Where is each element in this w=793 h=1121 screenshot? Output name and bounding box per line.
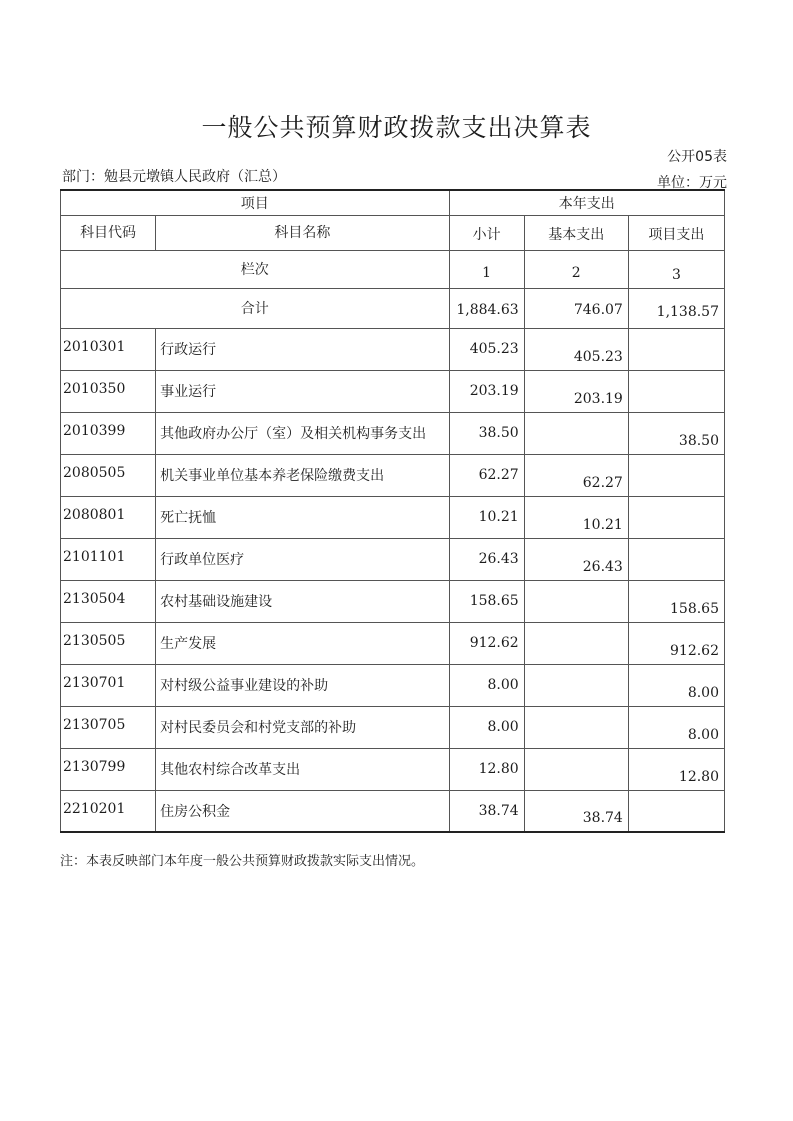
name-cell: 生产发展 xyxy=(156,622,449,664)
name-cell: 死亡抚恤 xyxy=(156,496,449,538)
table-row xyxy=(61,706,725,748)
column-index-2: 2 xyxy=(524,250,628,288)
code-cell: 2210201 xyxy=(61,790,156,832)
subtotal-cell: 10.21 xyxy=(449,496,524,538)
form-code: 公开05表 xyxy=(667,149,727,165)
basic-cell: 38.74 xyxy=(524,790,628,832)
header-subtotal: 小计 xyxy=(449,215,524,250)
code-cell: 2130505 xyxy=(61,622,156,664)
expenditure-table xyxy=(60,189,725,833)
subtotal-cell: 12.80 xyxy=(449,748,524,790)
code-cell: 2010399 xyxy=(61,412,156,454)
basic-cell: 26.43 xyxy=(524,538,628,580)
project-cell xyxy=(628,328,724,370)
name-cell: 其他政府办公厅（室）及相关机构事务支出 xyxy=(156,412,449,454)
subtotal-cell: 912.62 xyxy=(449,622,524,664)
basic-cell: 10.21 xyxy=(524,496,628,538)
basic-cell: 62.27 xyxy=(524,454,628,496)
subtotal-cell: 8.00 xyxy=(449,664,524,706)
table-row xyxy=(61,748,725,790)
project-cell xyxy=(628,790,724,832)
column-index-row xyxy=(61,250,725,288)
basic-cell: 405.23 xyxy=(524,328,628,370)
code-cell: 2130504 xyxy=(61,580,156,622)
header-basic: 基本支出 xyxy=(524,215,628,250)
table-row xyxy=(61,664,725,706)
table-row xyxy=(61,412,725,454)
project-cell xyxy=(628,370,724,412)
name-cell: 行政单位医疗 xyxy=(156,538,449,580)
name-cell: 对村民委员会和村党支部的补助 xyxy=(156,706,449,748)
basic-cell xyxy=(524,412,628,454)
project-cell xyxy=(628,454,724,496)
subtotal-cell: 203.19 xyxy=(449,370,524,412)
code-cell: 2080801 xyxy=(61,496,156,538)
header-project: 项目 xyxy=(61,190,450,215)
header-current-year: 本年支出 xyxy=(449,190,724,215)
subtotal-cell: 8.00 xyxy=(449,706,524,748)
project-cell: 12.80 xyxy=(628,748,724,790)
basic-cell xyxy=(524,664,628,706)
column-index-3: 3 xyxy=(628,250,724,288)
table-row xyxy=(61,580,725,622)
project-cell: 912.62 xyxy=(628,622,724,664)
name-cell: 机关事业单位基本养老保险缴费支出 xyxy=(156,454,449,496)
name-cell: 农村基础设施建设 xyxy=(156,580,449,622)
total-project: 1,138.57 xyxy=(628,288,724,328)
name-cell: 对村级公益事业建设的补助 xyxy=(156,664,449,706)
table-row xyxy=(61,328,725,370)
footnote: 注：本表反映部门本年度一般公共预算财政拨款实际支出情况。 xyxy=(60,854,425,869)
subtotal-cell: 62.27 xyxy=(449,454,524,496)
name-cell: 其他农村综合改革支出 xyxy=(156,748,449,790)
table-row xyxy=(61,622,725,664)
header-project-exp: 项目支出 xyxy=(628,215,724,250)
basic-cell xyxy=(524,580,628,622)
subtotal-cell: 158.65 xyxy=(449,580,524,622)
code-cell: 2010301 xyxy=(61,328,156,370)
subtotal-cell: 38.74 xyxy=(449,790,524,832)
code-cell: 2130701 xyxy=(61,664,156,706)
basic-cell xyxy=(524,748,628,790)
subtotal-cell: 26.43 xyxy=(449,538,524,580)
table-row xyxy=(61,370,725,412)
column-index-1: 1 xyxy=(449,250,524,288)
header-code: 科目代码 xyxy=(61,215,156,250)
code-cell: 2130705 xyxy=(61,706,156,748)
header-row-2 xyxy=(61,215,725,250)
table-row xyxy=(61,496,725,538)
code-cell: 2080505 xyxy=(61,454,156,496)
project-cell xyxy=(628,538,724,580)
code-cell: 2130799 xyxy=(61,748,156,790)
total-basic: 746.07 xyxy=(524,288,628,328)
total-row xyxy=(61,288,725,328)
project-cell xyxy=(628,496,724,538)
unit-label: 单位：万元 xyxy=(657,175,727,191)
code-cell: 2101101 xyxy=(61,538,156,580)
project-cell: 8.00 xyxy=(628,706,724,748)
basic-cell xyxy=(524,622,628,664)
department-label: 部门：勉县元墩镇人民政府（汇总） xyxy=(62,169,286,185)
header-row-1 xyxy=(61,190,725,215)
page-title: 一般公共预算财政拨款支出决算表 xyxy=(201,113,592,142)
basic-cell xyxy=(524,706,628,748)
subtotal-cell: 405.23 xyxy=(449,328,524,370)
table-row xyxy=(61,538,725,580)
name-cell: 行政运行 xyxy=(156,328,449,370)
project-cell: 8.00 xyxy=(628,664,724,706)
header-name: 科目名称 xyxy=(156,215,449,250)
column-index-label: 栏次 xyxy=(61,250,450,288)
code-cell: 2010350 xyxy=(61,370,156,412)
subtotal-cell: 38.50 xyxy=(449,412,524,454)
table-row xyxy=(61,790,725,832)
total-subtotal: 1,884.63 xyxy=(449,288,524,328)
total-label: 合计 xyxy=(61,288,450,328)
project-cell: 158.65 xyxy=(628,580,724,622)
table-row xyxy=(61,454,725,496)
basic-cell: 203.19 xyxy=(524,370,628,412)
project-cell: 38.50 xyxy=(628,412,724,454)
name-cell: 住房公积金 xyxy=(156,790,449,832)
name-cell: 事业运行 xyxy=(156,370,449,412)
